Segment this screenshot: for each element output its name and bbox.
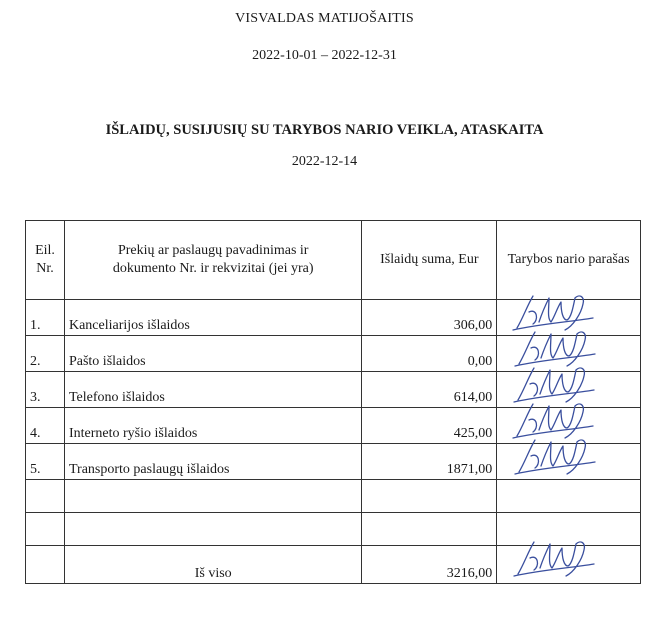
header-signature: Tarybos nario parašas (497, 221, 641, 300)
empty-cell (26, 546, 65, 584)
total-amount: 3216,00 (362, 546, 497, 584)
expense-table (25, 220, 641, 584)
empty-cell (497, 480, 641, 513)
empty-cell (362, 513, 497, 546)
row-nr: 4. (26, 408, 65, 444)
row-amount: 0,00 (362, 336, 497, 372)
header-amount: Išlaidų suma, Eur (362, 221, 497, 300)
empty-cell (64, 480, 361, 513)
row-name: Kanceliarijos išlaidos (64, 300, 361, 336)
row-name: Interneto ryšio išlaidos (64, 408, 361, 444)
empty-cell (26, 513, 65, 546)
signature-cell (497, 546, 641, 584)
table-row-empty (26, 480, 641, 513)
row-amount: 425,00 (362, 408, 497, 444)
signature-cell (497, 444, 641, 480)
header-nr-line2: Nr. (36, 261, 54, 276)
table-row (26, 444, 641, 480)
header-name-line1: Prekių ar paslaugų pavadinimas ir (117, 243, 309, 258)
row-nr: 2. (26, 336, 65, 372)
row-amount: 1871,00 (362, 444, 497, 480)
person-name: VISVALDAS MATIJOŠAITIS (235, 11, 414, 26)
header-nr (26, 221, 65, 300)
row-nr: 5. (26, 444, 65, 480)
total-row (26, 546, 641, 584)
signature-icon (509, 534, 597, 580)
report-date: 2022-12-14 (291, 154, 358, 169)
header-name (64, 221, 361, 300)
row-nr: 3. (26, 372, 65, 408)
row-amount: 614,00 (362, 372, 497, 408)
report-title: IŠLAIDŲ, SUSIJUSIŲ SU TARYBOS NARIO VEIKLA, ATASKAITA (105, 122, 544, 138)
total-label: Iš viso (64, 546, 361, 584)
row-name: Pašto išlaidos (64, 336, 361, 372)
report-period: 2022-10-01 – 2022-12-31 (252, 48, 397, 63)
row-name: Telefono išlaidos (64, 372, 361, 408)
header-name-line2: dokumento Nr. ir rekvizitai (jei yra) (112, 261, 314, 276)
row-name: Transporto paslaugų išlaidos (64, 444, 361, 480)
empty-cell (362, 480, 497, 513)
row-amount: 306,00 (362, 300, 497, 336)
empty-cell (26, 480, 65, 513)
empty-cell (64, 513, 361, 546)
header-nr-line1: Eil. (35, 243, 55, 258)
row-nr: 1. (26, 300, 65, 336)
signature-icon (509, 432, 597, 478)
